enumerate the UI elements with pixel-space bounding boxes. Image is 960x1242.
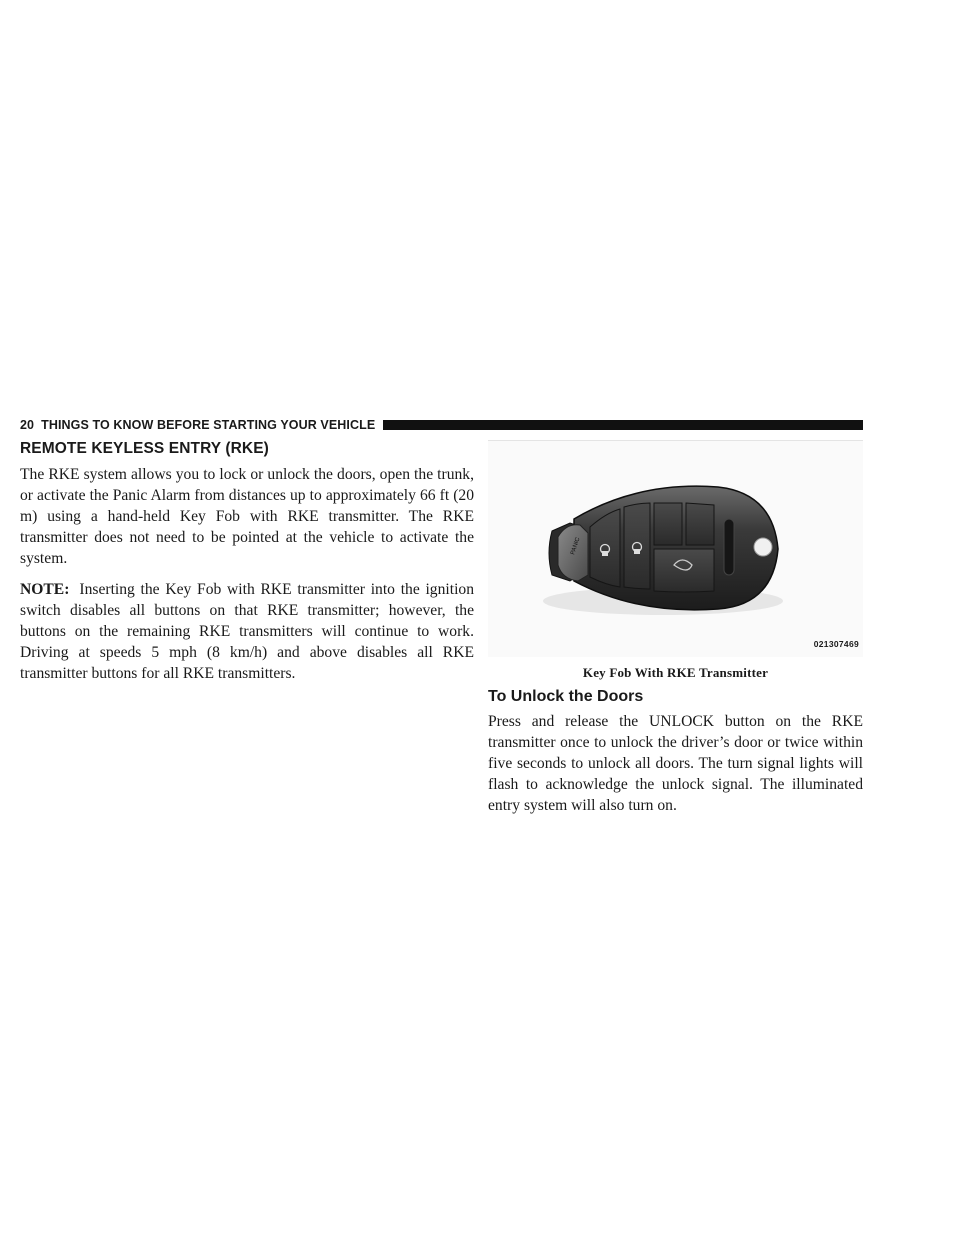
panic-button-label: PANIC [570, 536, 582, 556]
figure-code: 021307469 [813, 639, 859, 649]
lock-icon-base [602, 551, 608, 556]
header-rule [383, 420, 863, 430]
right-column [488, 440, 863, 826]
rke-intro-paragraph: The RKE system allows you to lock or unlock the doors, open the trunk, or activate the Panic Alarm from distances up to approximately 66 ft (20 m) using a hand-held Key Fob with RKE transmitter. The RKE transmitter does not need to be pointed at the vehicle to activate the system. [20, 466, 474, 567]
fob-button-4 [686, 503, 714, 545]
subsection-title: To Unlock the Doors [488, 688, 644, 705]
figure-caption: Key Fob With RKE Transmitter [582, 665, 769, 680]
unlock-icon-base [634, 549, 640, 554]
section-title: REMOTE KEYLESS ENTRY (RKE) [20, 440, 269, 457]
note-label: NOTE: [20, 581, 70, 598]
page-number: 20 [20, 418, 35, 432]
key-fob-illustration [488, 441, 863, 657]
chapter-title: THINGS TO KNOW BEFORE STARTING YOUR VEHICLE [41, 418, 376, 432]
fob-button-3 [654, 503, 682, 545]
key-fob-figure [488, 440, 863, 657]
key-ring-hole [754, 538, 772, 556]
note-paragraph [20, 579, 474, 684]
unlock-paragraph: Press and release the UNLOCK button on the RKE transmitter once to unlock the driver’s door or twice within five seconds to unlock all doors. The turn signal lights will flash to acknowledge the unlock signal. The illuminated entry system will also turn on. [488, 713, 863, 814]
page-header [20, 418, 863, 432]
fob-button-2 [624, 503, 650, 589]
fob-slot [724, 519, 734, 575]
note-text: Inserting the Key Fob with RKE transmitter into the ignition switch disables all buttons on that RKE transmitter; however, the buttons on the remaining RKE transmitters will continue to work. Driving at speeds 5 mph (8 km/h) and above disables all RKE transmitter buttons for all RKE transmitters. [20, 581, 474, 682]
left-column [20, 440, 474, 694]
